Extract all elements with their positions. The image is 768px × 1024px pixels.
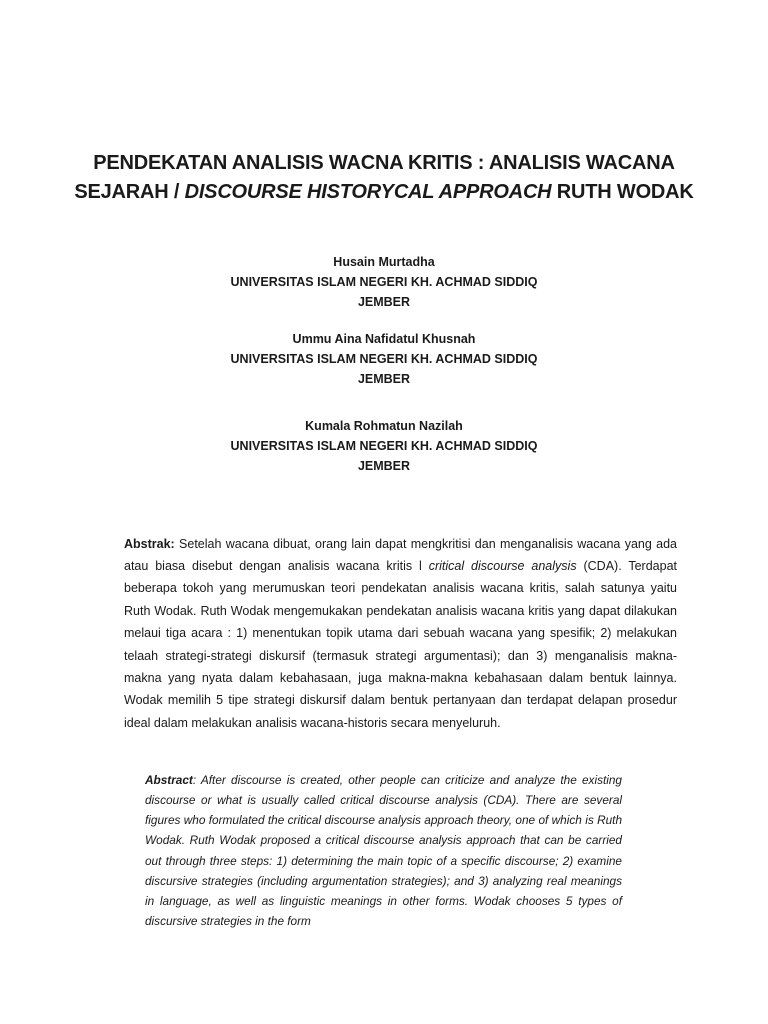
author-city: JEMBER bbox=[357, 295, 411, 309]
abstract-colon: : bbox=[192, 772, 197, 787]
abstrak-italic-term: critical discourse analysis bbox=[428, 558, 577, 573]
author-affiliation: UNIVERSITAS ISLAM NEGERI KH. ACHMAD SIDDIQ bbox=[230, 275, 538, 289]
abstrak-text-a: Setelah wacana dibuat, orang lain dapat mengkritisi dan menganalisis wacana yang ada atau biasa disebut dengan analisis wacana kritis l bbox=[124, 536, 677, 573]
author-affiliation: UNIVERSITAS ISLAM NEGERI KH. ACHMAD SIDDIQ bbox=[230, 439, 538, 453]
paper-title bbox=[60, 149, 708, 207]
author-name: Kumala Rohmatun Nazilah bbox=[305, 419, 463, 433]
author-affiliation: UNIVERSITAS ISLAM NEGERI KH. ACHMAD SIDDIQ bbox=[230, 352, 538, 366]
author-name: Husain Murtadha bbox=[333, 255, 435, 269]
abstract-text: After discourse is created, other people can criticize and analyze the existing discourse or what is usually called critical discourse analysis (CDA). There are several figures who formulated the critical discourse analysis approach theory, one of which is Ruth Wodak. Ruth Wodak proposed a critical discourse analysis approach that can be carried out through three steps: 1) determining the main topic of a specific discourse; 2) examine discursive strategies (including argumentation strategies); and 3) analyzing real meanings in language, as well as linguistic meanings in other forms. Wodak chooses 5 types of discursive strategies in the form bbox=[145, 772, 622, 929]
author-block-3 bbox=[84, 416, 684, 476]
title-line-1: PENDEKATAN ANALISIS WACNA KRITIS : ANALISIS WACANA bbox=[93, 152, 675, 174]
abstrak-paragraph bbox=[124, 533, 677, 735]
title-line-2-suffix: RUTH WODAK bbox=[551, 181, 694, 203]
author-block-1 bbox=[84, 252, 684, 312]
author-city: JEMBER bbox=[357, 459, 411, 473]
title-line-2-prefix: SEJARAH / bbox=[74, 181, 185, 203]
abstrak-text-b: (CDA). Terdapat beberapa tokoh yang merumuskan teori pendekatan analisis wacana kritis, salah satunya yaitu Ruth Wodak. Ruth Wodak mengemukakan pendekatan analisis wacana kritis yang dapat dilakukan melaui tiga acara : 1) menentukan topik utama dari sebuah wacana yang spesifik; 2) melakukan telaah strategi-strategi diskursif (termasuk strategi argumentasi); dan 3) menganalisis makna-makna yang nyata dalam kebahasaan, juga makna-makna kebahasaan dalam bentuk lainnya. Wodak memilih 5 tipe strategi diskursif dalam bentuk pertanyaan dan terdapat delapan prosedur ideal dalam melakukan analisis wacana-historis secara menyeluruh. bbox=[124, 558, 677, 730]
author-block-2 bbox=[84, 329, 684, 389]
author-name: Ummu Aina Nafidatul Khusnah bbox=[292, 332, 476, 346]
abstrak-label: Abstrak: bbox=[124, 536, 175, 551]
abstract-paragraph bbox=[145, 770, 622, 932]
author-city: JEMBER bbox=[357, 372, 411, 386]
title-line-2-italic: DISCOURSE HISTORYCAL APPROACH bbox=[184, 181, 552, 203]
abstract-label: Abstract bbox=[145, 772, 193, 787]
